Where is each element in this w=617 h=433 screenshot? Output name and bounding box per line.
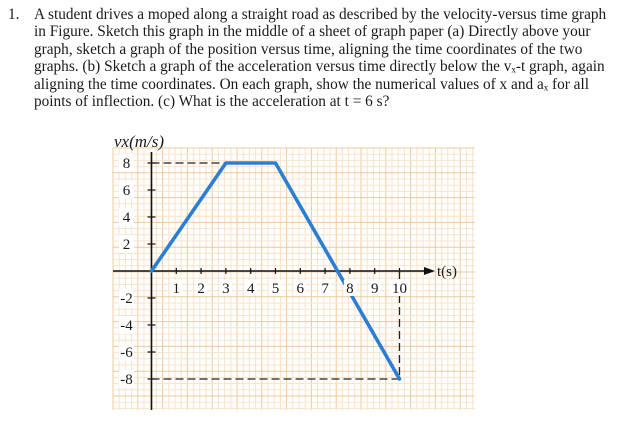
- x-tick-label: 10: [392, 281, 407, 297]
- x-tick-label: 7: [321, 281, 329, 297]
- problem-line: points of inflection. (c) What is the acceleration at t = 6 s?: [34, 93, 390, 111]
- y-tick-label: -4: [120, 318, 133, 334]
- x-tick-label: 3: [222, 281, 230, 297]
- problem-line: graphs. (b) Sketch a graph of the acceleration versus time directly below the vₓ-t graph, again: [34, 58, 605, 76]
- x-tick-label: 9: [370, 281, 379, 297]
- x-tick-label: 5: [271, 281, 280, 297]
- problem-number: 1.: [8, 6, 20, 23]
- y-tick-label: -2: [120, 291, 133, 307]
- x-tick-label: 4: [246, 281, 255, 297]
- x-tick-label: 6: [296, 281, 305, 297]
- x-tick-label: 8: [346, 281, 354, 297]
- y-tick-label: 6: [122, 183, 131, 199]
- x-tick-label: 1: [172, 281, 181, 297]
- problem-line: in Figure. Sketch this graph in the middle of a sheet of graph paper (a) Directly above your: [34, 23, 591, 41]
- y-tick-label: 2: [122, 237, 131, 253]
- y-tick-label: -8: [120, 372, 133, 388]
- x-axis-label: t(s): [437, 264, 457, 280]
- y-tick-label: 8: [122, 156, 131, 172]
- y-tick-label: 4: [122, 210, 131, 226]
- problem-line: aligning the time coordinates. On each graph, show the numerical values of x and aₓ for all: [34, 75, 589, 93]
- x-tick-label: 2: [197, 281, 205, 297]
- y-axis-label: vx(m/s): [114, 132, 165, 151]
- problem-line: A student drives a moped along a straight road as described by the velocity-versus time graph: [34, 6, 607, 23]
- y-tick-label: -6: [120, 345, 133, 361]
- problem-line: graph, sketch a graph of the position versus time, aligning the time coordinates of the two: [34, 40, 583, 58]
- graph-paper-grid: [113, 148, 475, 410]
